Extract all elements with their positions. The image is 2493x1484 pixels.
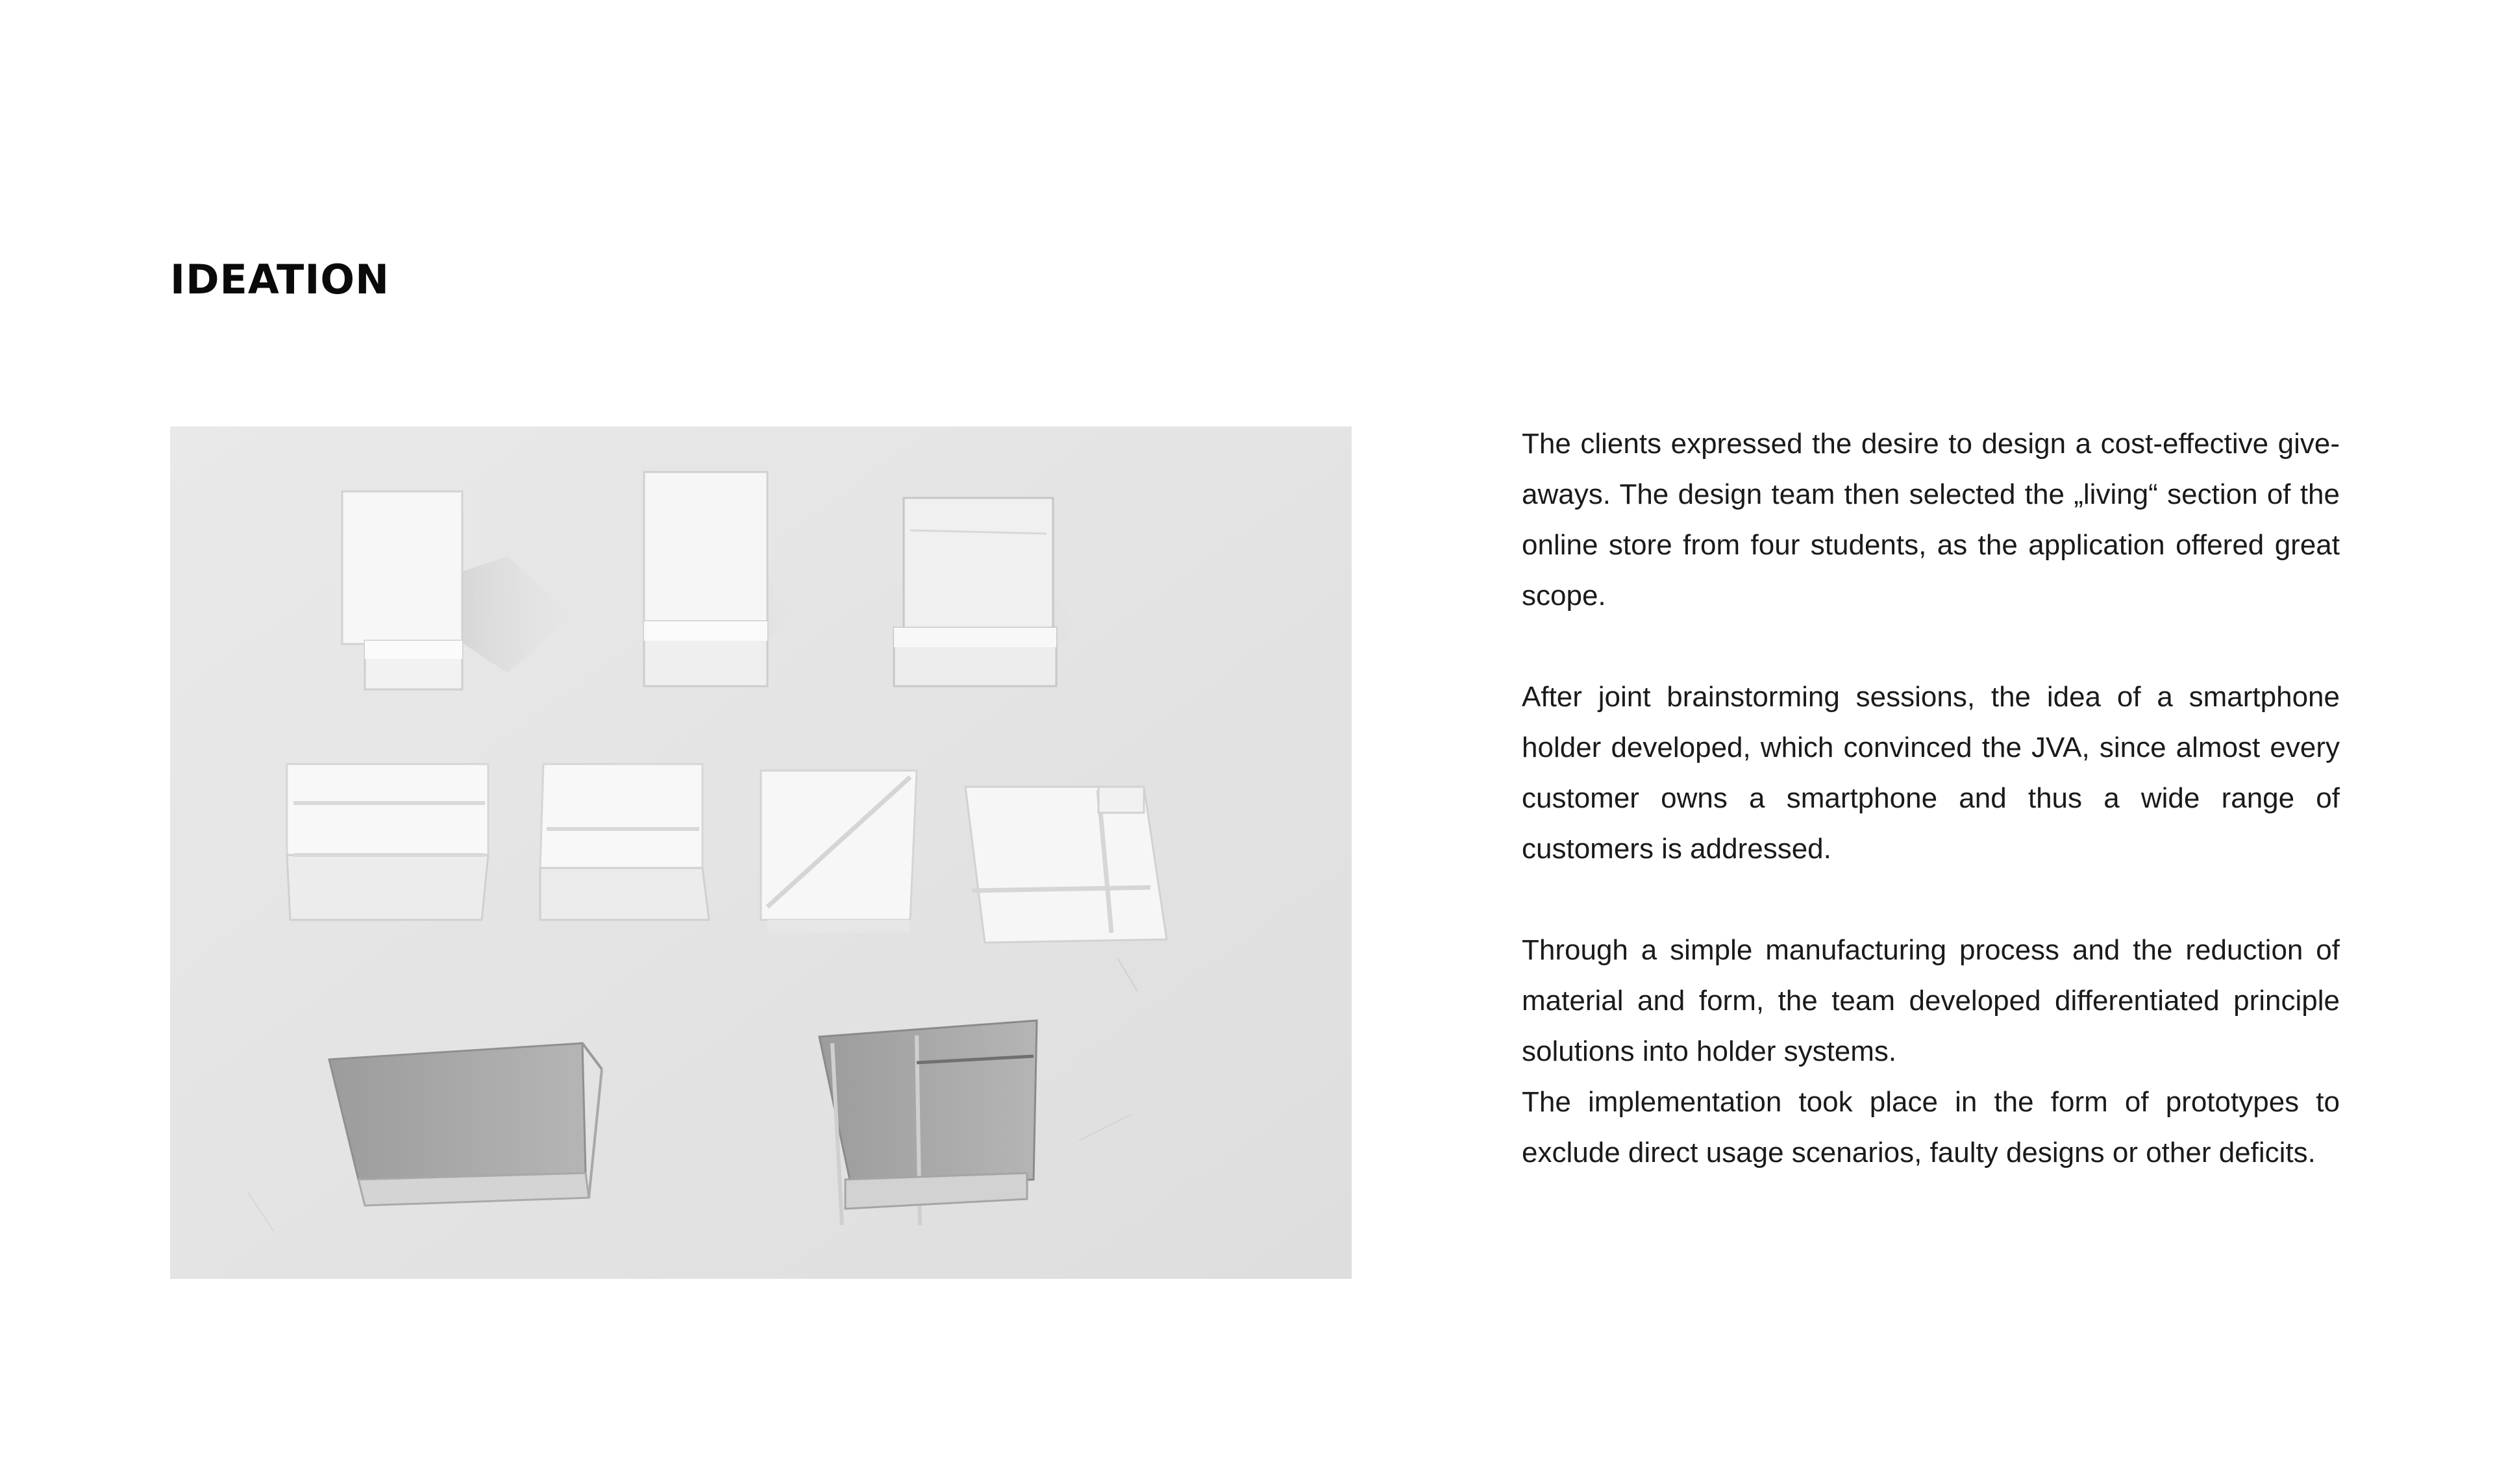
page-title: IDEATION <box>170 256 390 303</box>
body-text-column <box>1522 419 2340 1178</box>
metal-holder-1 <box>329 1043 602 1206</box>
foam-block-2 <box>540 764 709 920</box>
foam-block-1 <box>287 764 488 920</box>
foam-block-4 <box>965 787 1167 943</box>
paragraph-manufacturing: Through a simple manufacturing process and the reduction of material and form, the team developed differentiated principle solutions into holder systems. <box>1522 934 2340 1067</box>
holder-prototype-3 <box>894 498 1079 686</box>
metal-holder-2 <box>819 1020 1037 1225</box>
paragraph-client-desire: The clients expressed the desire to design a cost-effective give-aways. The design team then selected the „living“ section of the online store from four students, as the application offered great scope. <box>1522 428 2340 612</box>
prototype-photo-graphic <box>170 427 1352 1279</box>
paragraph-implementation: The implementation took place in the form of prototypes to exclude direct usage scenarios, faulty designs or other deficits. <box>1522 1086 2340 1169</box>
prototype-photo <box>170 427 1352 1279</box>
paragraph-brainstorming: After joint brainstorming sessions, the idea of a smartphone holder developed, which convinced the JVA, since almost every customer owns a smartphone and thus a wide range of customers is addressed. <box>1522 681 2340 865</box>
foam-block-3 <box>761 771 917 933</box>
